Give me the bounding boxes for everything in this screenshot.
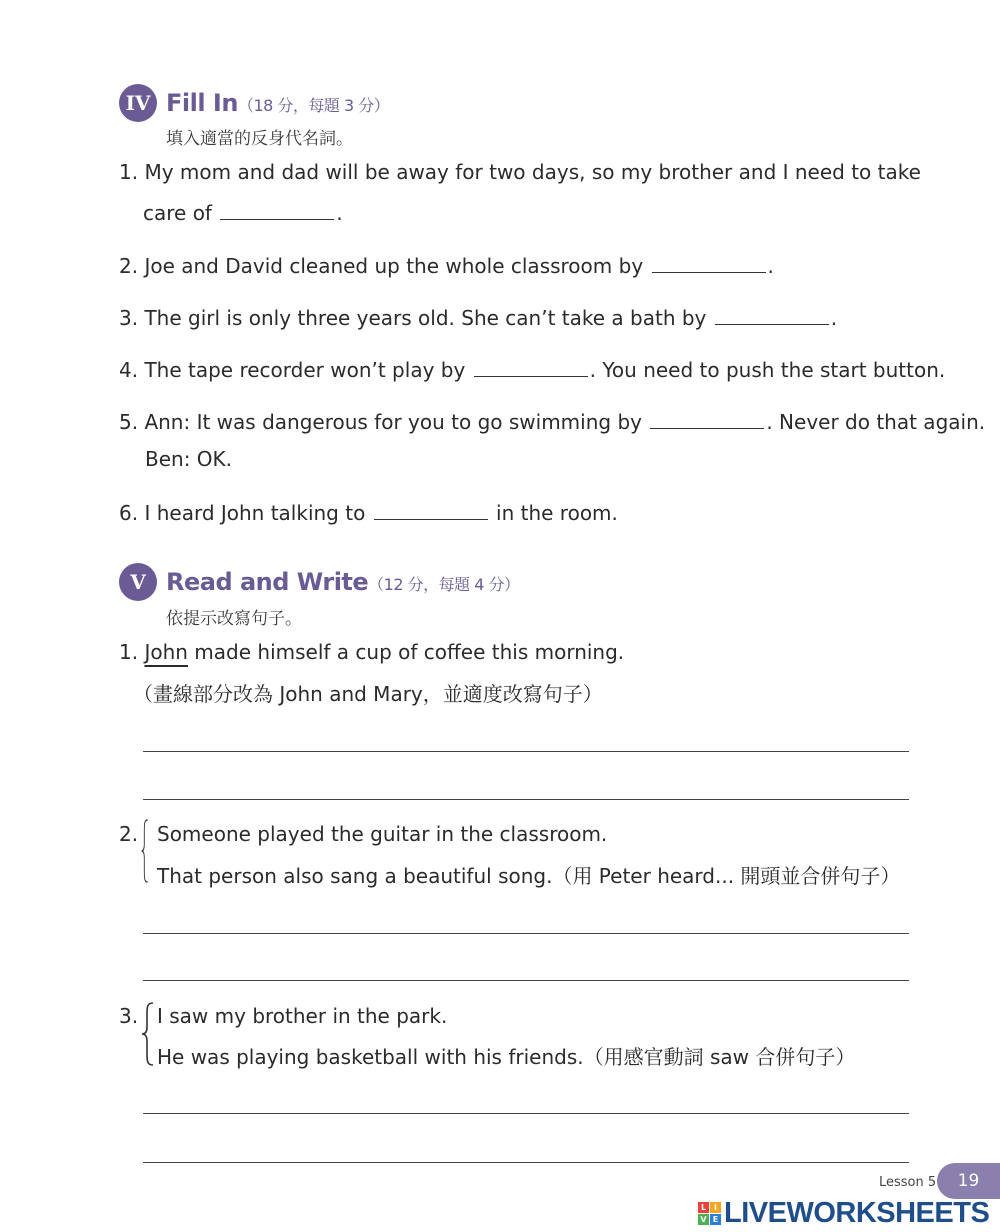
fill-item-5: 5. Ann: It was dangerous for you to go swimming by . Never do that again. [119, 410, 986, 434]
section-5-title: Read and Write（12 分，每題 4 分） [166, 568, 520, 596]
logo-text: LIVEWORKSHEETS [724, 1197, 990, 1229]
page-number: 19 [957, 1171, 980, 1191]
answer-line-2b[interactable] [143, 980, 909, 981]
section-4-score: （18 分，每題 3 分） [237, 96, 390, 115]
answer-blank-5[interactable] [650, 410, 764, 429]
answer-blank-1[interactable] [220, 201, 334, 220]
underlined-word: John [144, 640, 188, 664]
rewrite-item-2-line2: That person also sang a beautiful song.（用 Peter heard... 開頭並合併句子） [157, 864, 901, 888]
logo-grid-icon: L I V E [698, 1202, 721, 1225]
fill-item-4: 4. The tape recorder won’t play by . You need to push the start button. [119, 358, 946, 382]
section-5-numeral-icon: V [119, 563, 157, 601]
fill-item-6: 6. I heard John talking to in the room. [119, 501, 618, 525]
section-4-instruction: 填入適當的反身代名詞。 [166, 129, 353, 149]
section-5-instruction: 依提示改寫句子。 [166, 609, 302, 629]
rewrite-item-1-hint: （畫線部分改為 John and Mary，並適度改寫句子） [133, 682, 603, 706]
rewrite-item-1: 1. John made himself a cup of coffee this morning. [119, 640, 625, 664]
brace-icon [141, 818, 149, 888]
rewrite-item-3-line2: He was playing basketball with his friends.（用感官動詞 saw 合併句子） [157, 1045, 856, 1069]
section-4-title: Fill In（18 分，每題 3 分） [166, 89, 390, 117]
fill-item-2: 2. Joe and David cleaned up the whole classroom by . [119, 254, 774, 278]
answer-blank-6[interactable] [374, 501, 488, 520]
answer-line-3a[interactable] [143, 1113, 909, 1114]
fill-item-5-line2: Ben: OK. [145, 447, 233, 471]
answer-line-1b[interactable] [143, 799, 909, 800]
fill-item-3: 3. The girl is only three years old. She can’t take a bath by . [119, 306, 838, 330]
section-4-numeral-icon: IV [119, 84, 157, 122]
answer-line-3b[interactable] [143, 1162, 909, 1163]
section-5-score: （12 分，每題 4 分） [368, 575, 520, 594]
lesson-label: Lesson 5 [879, 1175, 937, 1190]
fill-item-1-line2: care of . [143, 201, 343, 225]
brace-icon [141, 1000, 155, 1072]
answer-line-1a[interactable] [143, 751, 909, 752]
answer-line-2a[interactable] [143, 933, 909, 934]
rewrite-item-2-line1: Someone played the guitar in the classroom. [157, 822, 608, 846]
rewrite-item-3-number: 3. [119, 1004, 139, 1028]
answer-blank-4[interactable] [474, 358, 588, 377]
page-number-tab [937, 1163, 1000, 1199]
rewrite-item-3-line1: I saw my brother in the park. [157, 1004, 448, 1028]
fill-item-1: 1. My mom and dad will be away for two days, so my brother and I need to take [119, 160, 921, 184]
liveworksheets-logo[interactable] [698, 1197, 989, 1230]
answer-blank-2[interactable] [652, 254, 766, 273]
rewrite-item-2-number: 2. [119, 822, 139, 846]
answer-blank-3[interactable] [715, 306, 829, 325]
